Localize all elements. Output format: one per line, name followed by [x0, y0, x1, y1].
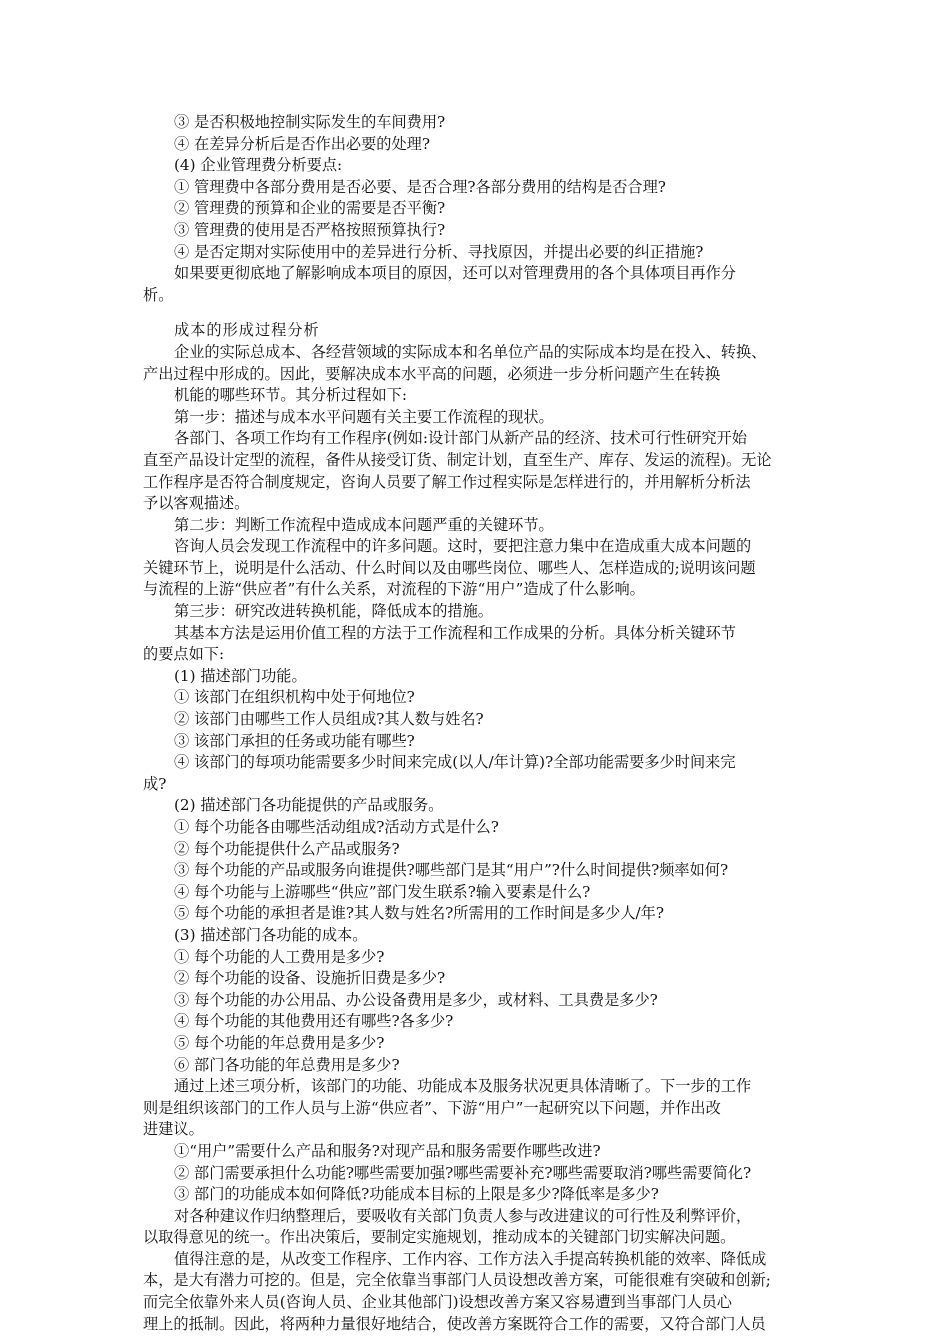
text-line: (4) 企业管理费分析要点: [174, 156, 343, 175]
text-line: ② 每个功能提供什么产品或服务? [174, 839, 400, 858]
section-heading: 成本的形成过程分析 [174, 321, 320, 340]
text-line: 工作程序是否符合制度规定，咨询人员要了解工作过程实际是怎样进行的，并用解析分析法 [143, 472, 751, 491]
text-line: ② 每个功能的设备、设施折旧费是多少? [174, 969, 446, 988]
text-line: 对各种建议作归纳整理后，要吸收有关部门负责人参与改进建议的可行性及利弊评价， [174, 1206, 752, 1225]
text-line: ② 部门需要承担什么功能?哪些需要加强?哪些需要补充?哪些需要取消?哪些需要简化? [174, 1163, 752, 1182]
text-line: 值得注意的是，从改变工作程序、工作内容、工作方法入手提高转换机能的效率、降低成 [174, 1249, 767, 1268]
text-line: ② 该部门由哪些工作人员组成?其人数与姓名? [174, 710, 484, 729]
text-line: 咨询人员会发现工作流程中的许多问题。这时，要把注意力集中在造成重大成本问题的 [174, 537, 752, 556]
text-line: ④ 该部门的每项功能需要多少时间来完成(以人/年计算)?全部功能需要多少时间来完 [174, 753, 736, 772]
text-line: 的要点如下: [143, 645, 225, 664]
text-line: 第一步：描述与成本水平问题有关主要工作流程的现状。 [174, 407, 554, 426]
text-line: 机能的哪些环节。其分析过程如下: [174, 386, 407, 405]
text-line: 而完全依靠外来人员(咨询人员、企业其他部门)设想改善方案又容易遭到当事部门人员心 [143, 1293, 732, 1312]
text-line: (3) 描述部门各功能的成本。 [174, 925, 368, 944]
text-line: 成? [143, 774, 167, 793]
text-line: ② 管理费的预算和企业的需要是否平衡? [174, 199, 446, 218]
text-line: 则是组织该部门的工作人员与上游“供应者”、下游“用户”一起研究以下问题，并作出改 [143, 1098, 721, 1117]
text-line: ① 该部门在组织机构中处于何地位? [174, 688, 415, 707]
text-line: 以取得意见的统一。作出决策后，要制定实施规划，推动成本的关键部门切实解决问题。 [143, 1228, 736, 1247]
text-line: ①“用户”需要什么产品和服务?对现产品和服务需要作哪些改进? [174, 1141, 601, 1160]
text-line: 进建议。 [143, 1120, 204, 1139]
text-line: ③ 是否积极地控制实际发生的车间费用? [174, 113, 446, 131]
text-line: 直至产品设计定型的流程，备件从接受订货、制定计划，直至生产、库存、发运的流程)。无论 [143, 450, 772, 469]
text-line: 其基本方法是运用价值工程的方法于工作流程和工作成果的分析。具体分析关键环节 [174, 623, 736, 642]
text-line: 如果要更彻底地了解影响成本项目的原因，还可以对管理费用的各个具体项目再作分 [174, 264, 736, 283]
text-line: ③ 每个功能的产品或服务向谁提供?哪些部门是其“用户”?什么时间提供?频率如何? [174, 861, 729, 880]
text-line: 各部门、各项工作均有工作程序(例如:设计部门从新产品的经济、技术可行性研究开始 [174, 429, 747, 448]
text-line: ④ 在差异分析后是否作出必要的处理? [174, 134, 430, 153]
text-line: (2) 描述部门各功能提供的产品或服务。 [174, 796, 444, 815]
text-line: 本，是大有潜力可挖的。但是，完全依靠当事部门人员设想改善方案，可能很难有突破和创新; [143, 1271, 771, 1290]
text-line: ③ 每个功能的办公用品、办公设备费用是多少，或材料、工具费是多少? [174, 990, 658, 1009]
text-line: 予以客观描述。 [143, 494, 250, 513]
text-line: 企业的实际总成本、各经营领域的实际成本和名单位产品的实际成本均是在投入、转换、 [174, 342, 767, 361]
document-body [143, 112, 811, 1335]
text-line: (1) 描述部门功能。 [174, 666, 307, 685]
text-line: ⑤ 每个功能的年总费用是多少? [174, 1033, 385, 1052]
text-line: 析。 [143, 285, 174, 304]
text-line: ④ 每个功能与上游哪些“供应”部门发生联系?输入要素是什么? [174, 882, 591, 901]
text-line: 第三步：研究改进转换机能，降低成本的措施。 [174, 602, 493, 621]
text-line: 理上的抵制。因此，将两种力量很好地结合，使改善方案既符合工作的需要，又符合部门人员 [143, 1314, 766, 1333]
text-line: ⑥ 部门各功能的年总费用是多少? [174, 1055, 400, 1074]
text-line: 通过上述三项分析，该部门的功能、功能成本及服务状况更具体清晰了。下一步的工作 [174, 1077, 752, 1096]
text-line: ③ 管理费的使用是否严格按照预算执行? [174, 220, 446, 239]
text-line: ⑤ 每个功能的承担者是谁?其人数与姓名?所需用的工作时间是多少人/年? [174, 904, 664, 923]
text-line: 与流程的上游“供应者”有什么关系，对流程的下游“用户”造成了什么影响。 [143, 580, 645, 599]
text-line: ④ 是否定期对实际使用中的差异进行分析、寻找原因，并提出必要的纠正措施? [174, 242, 704, 261]
text-line: ③ 部门的功能成本如何降低?功能成本目标的上限是多少?降低率是多少? [174, 1185, 659, 1204]
text-line: ① 每个功能的人工费用是多少? [174, 947, 385, 966]
text-line: 关键环节上，说明是什么活动、什么时间以及由哪些岗位、哪些人、怎样造成的;说明该问题 [143, 558, 756, 577]
text-line: ① 每个功能各由哪些活动组成?活动方式是什么? [174, 818, 499, 836]
text-line: 第二步：判断工作流程中造成成本问题严重的关键环节。 [174, 515, 554, 534]
text-line: ④ 每个功能的其他费用还有哪些?各多少? [174, 1012, 454, 1031]
text-line: ① 管理费中各部分费用是否必要、是否合理?各部分费用的结构是否合理? [174, 177, 666, 196]
text-line: ③ 该部门承担的任务或功能有哪些? [174, 731, 415, 750]
text-line: 产出过程中形成的。因此，要解决成本水平高的问题，必须进一步分析问题产生在转换 [143, 364, 721, 383]
